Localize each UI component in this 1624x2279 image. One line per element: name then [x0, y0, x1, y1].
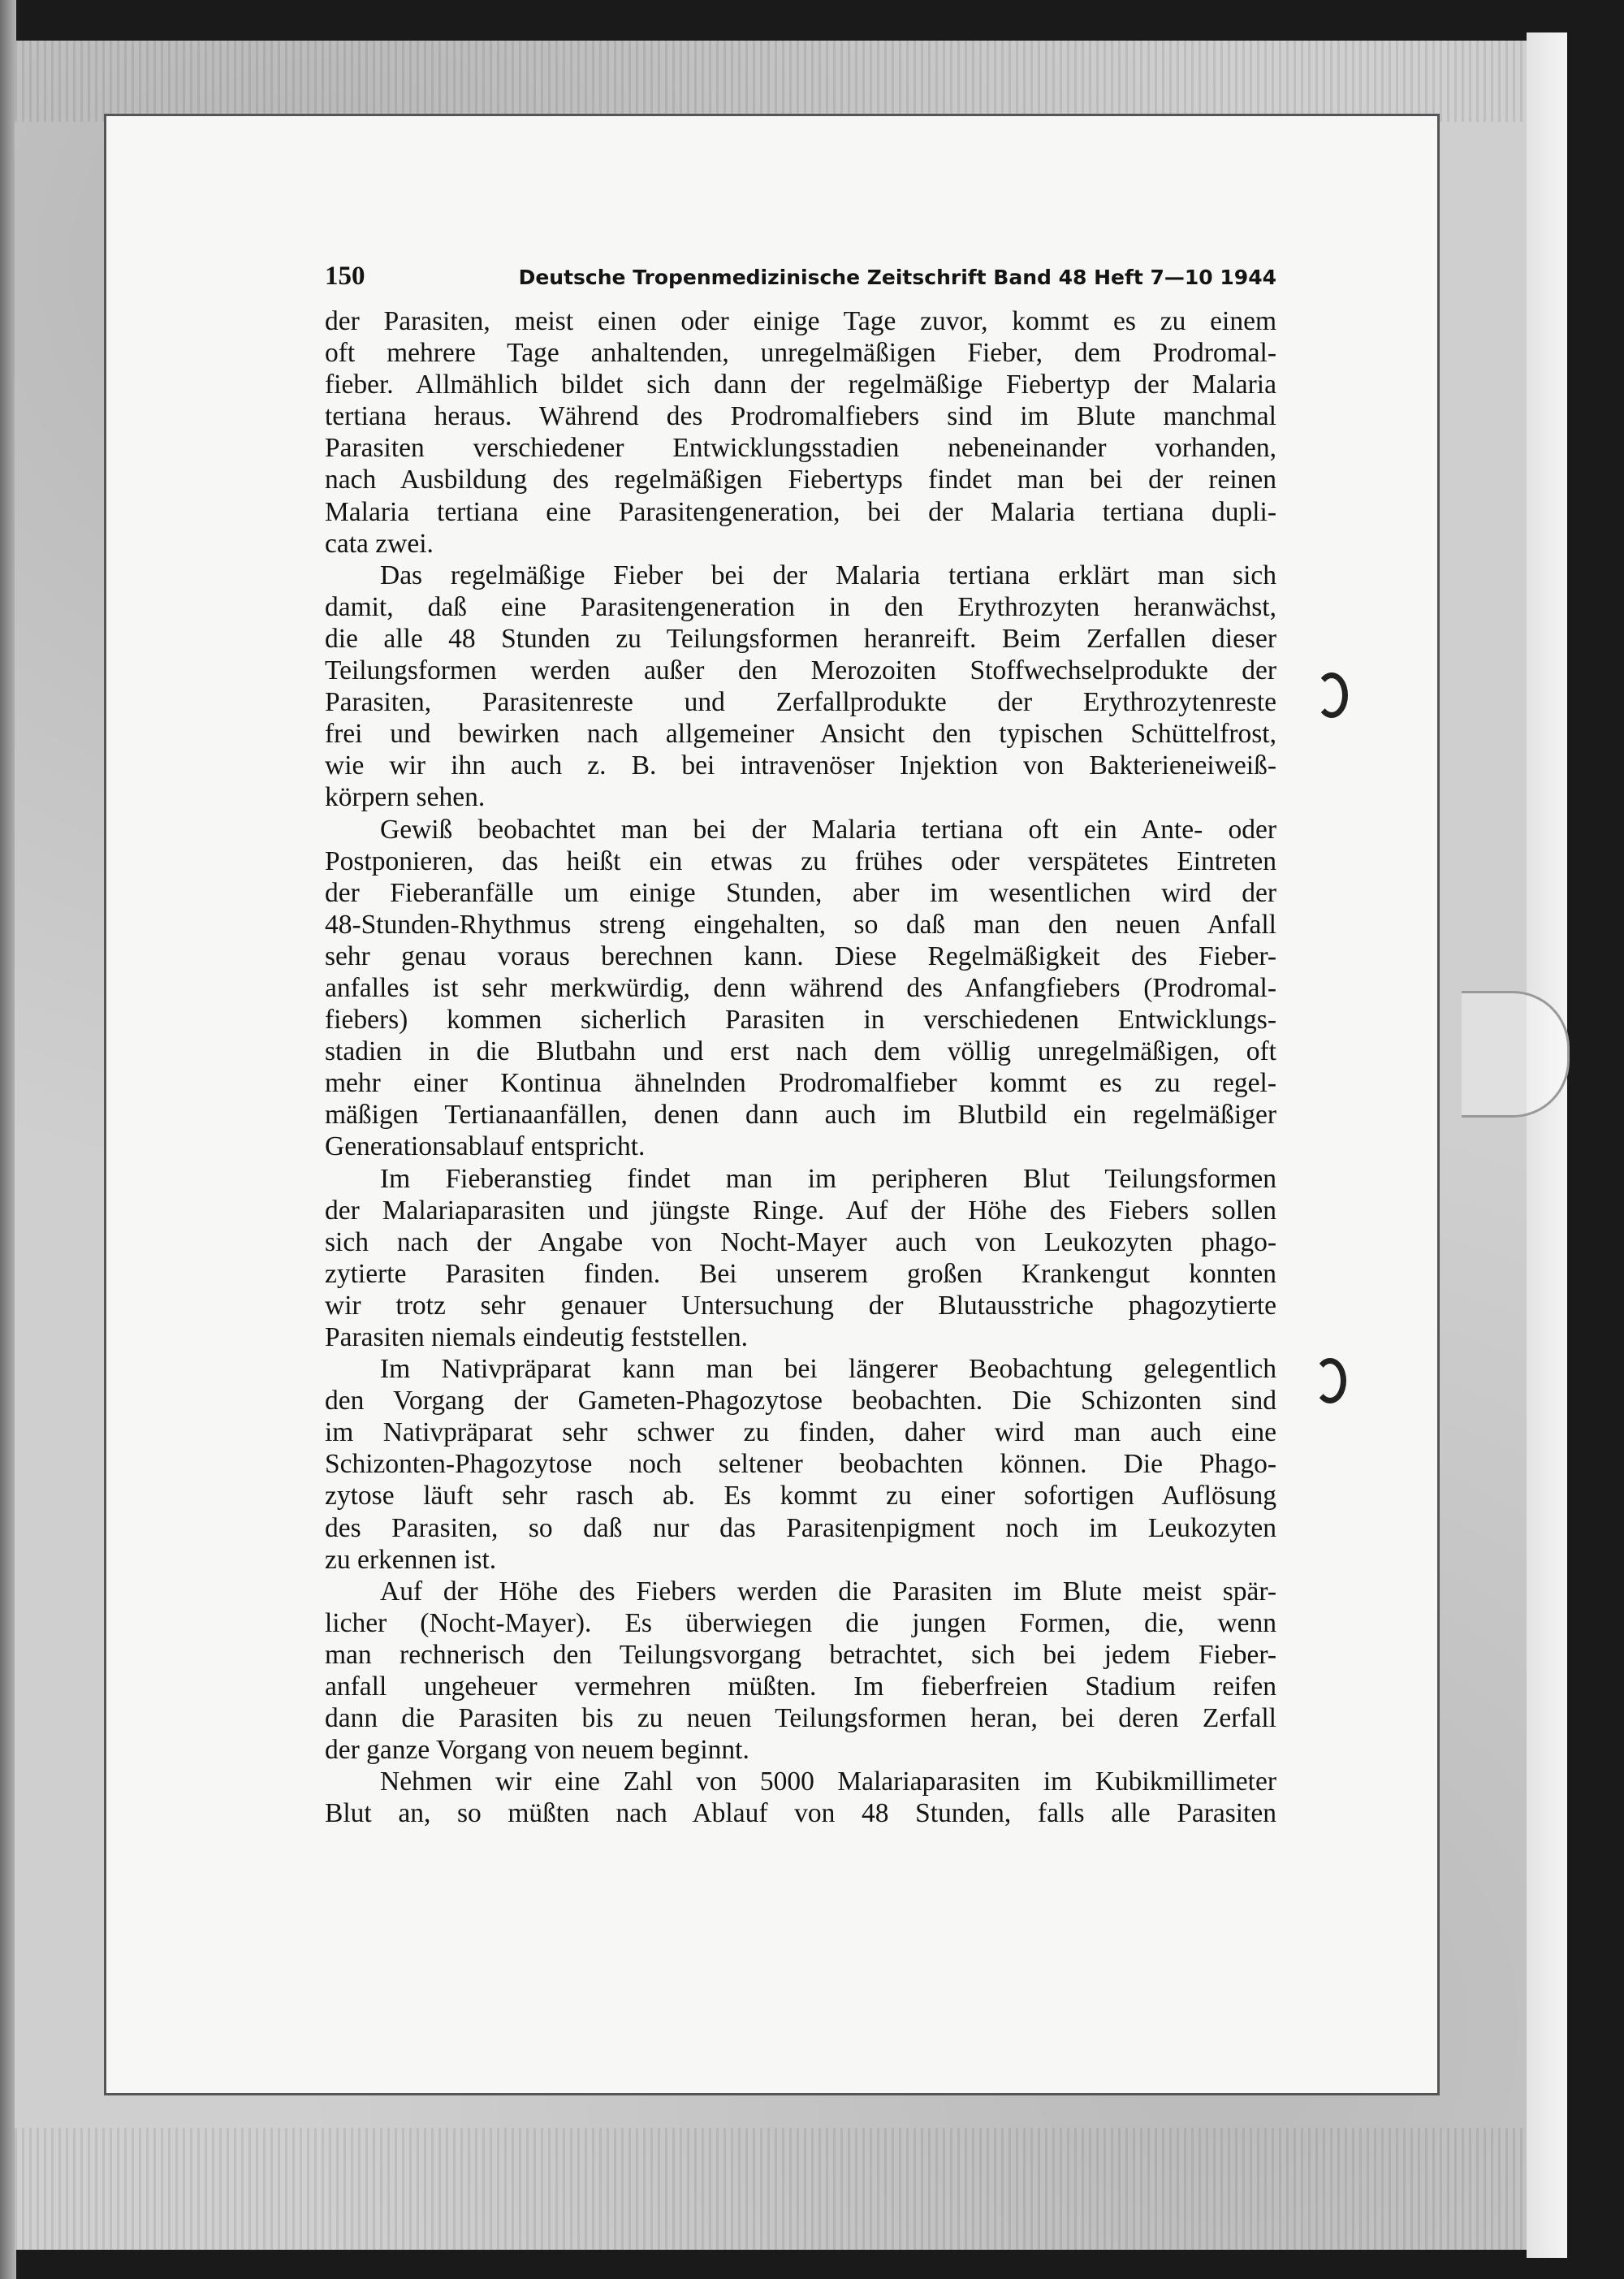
text-line: die alle 48 Stunden zu Teilungsformen heranreift. Beim Zerfallen dieser	[325, 623, 1276, 654]
text-line: Parasiten niemals eindeutig feststellen.	[325, 1322, 748, 1352]
text-line: Teilungsformen werden außer den Merozoiten Stoffwechselprodukte der	[325, 655, 1276, 686]
text-line: Schizonten-Phagozytose noch seltener beobachten können. Die Phago-	[325, 1449, 1276, 1480]
text-line: stadien in die Blutbahn und erst nach dem völlig unregelmäßigen, oft	[325, 1036, 1276, 1067]
text-line: anfall ungeheuer vermehren müßten. Im fieberfreien Stadium reifen	[325, 1671, 1276, 1702]
binder-edge	[0, 0, 16, 2279]
text-line: sehr genau voraus berechnen kann. Diese Regelmäßigkeit des Fieber-	[325, 941, 1276, 971]
text-line: Generationsablauf entspricht.	[325, 1131, 646, 1162]
text-line: mäßigen Tertianaanfällen, denen dann auch im Blutbild ein regelmäßiger	[325, 1100, 1276, 1131]
text-line: Parasiten, Parasitenreste und Zerfallprodukte der Erythrozytenreste	[325, 687, 1276, 718]
text-line: Das regelmäßige Fieber bei der Malaria tertiana erklärt man sich	[380, 560, 1276, 590]
text-line: licher (Nocht-Mayer). Es überwiegen die jungen Formen, die, wenn	[325, 1607, 1276, 1638]
text-line: den Vorgang der Gameten-Phagozytose beobachten. Die Schizonten sind	[325, 1386, 1276, 1416]
text-line: oft mehrere Tage anhaltenden, unregelmäßigen Fieber, dem Prodromal-	[325, 338, 1276, 369]
text-line: sich nach der Angabe von Nocht-Mayer auch von Leukozyten phago-	[325, 1226, 1276, 1257]
text-line: zytose läuft sehr rasch ab. Es kommt zu einer sofortigen Auflösung	[325, 1481, 1276, 1511]
text-line: Malaria tertiana eine Parasitengeneration, bei der Malaria tertiana dupli-	[325, 496, 1276, 527]
text-line: cata zwei.	[325, 528, 434, 559]
text-line: anfalles ist sehr merkwürdig, denn während des Anfangfiebers (Prodromal-	[325, 972, 1276, 1003]
text-line: fiebers) kommen sicherlich Parasiten in verschiedenen Entwicklungs-	[325, 1005, 1276, 1036]
text-line: Blut an, so müßten nach Ablauf von 48 Stunden, falls alle Parasiten	[325, 1798, 1276, 1829]
text-line: zytierte Parasiten finden. Bei unserem großen Krankengut konnten	[325, 1258, 1276, 1289]
text-line: der ganze Vorgang von neuem beginnt.	[325, 1735, 749, 1766]
text-line: Parasiten verschiedener Entwicklungsstadien nebeneinander vorhanden,	[325, 433, 1276, 464]
text-line: mehr einer Kontinua ähnelnden Prodromalfieber kommt es zu regel-	[325, 1068, 1276, 1099]
text-line: dann die Parasiten bis zu neuen Teilungsformen heran, bei deren Zerfall	[325, 1703, 1276, 1734]
copy-noise-bottom	[15, 2128, 1529, 2250]
text-line: man rechnerisch den Teilungsvorgang betrachtet, sich bei jedem Fieber-	[325, 1639, 1276, 1670]
text-line: Gewiß beobachtet man bei der Malaria tertiana oft ein Ante- oder	[380, 814, 1276, 845]
text-line: zu erkennen ist.	[325, 1544, 497, 1575]
text-line: Postponieren, das heißt ein etwas zu frühes oder verspätetes Eintreten	[325, 845, 1276, 876]
text-line: wir trotz sehr genauer Untersuchung der Blutausstriche phagozytierte	[325, 1290, 1276, 1321]
text-line: nach Ausbildung des regelmäßigen Fiebertyps findet man bei der reinen	[325, 465, 1276, 495]
plastic-clip	[1462, 991, 1570, 1118]
text-line: des Parasiten, so daß nur das Parasitenpigment noch im Leukozyten	[325, 1512, 1276, 1543]
text-line: Auf der Höhe des Fiebers werden die Parasiten im Blute meist spär-	[380, 1576, 1276, 1607]
body-text	[325, 305, 1276, 1830]
text-line: im Nativpräparat sehr schwer zu finden, daher wird man auch eine	[325, 1417, 1276, 1448]
text-line: fieber. Allmählich bildet sich dann der regelmäßige Fiebertyp der Malaria	[325, 370, 1276, 400]
underlying-page-edge	[1527, 32, 1567, 2258]
text-line: Nehmen wir eine Zahl von 5000 Malariaparasiten im Kubikmillimeter	[380, 1767, 1276, 1797]
text-line: Im Nativpräparat kann man bei längerer Beobachtung gelegentlich	[380, 1354, 1276, 1385]
text-line: der Fieberanfälle um einige Stunden, aber im wesentlichen wird der	[325, 877, 1276, 908]
journal-running-title: Deutsche Tropenmedizinische Zeitschrift Band 48 Heft 7—10 1944	[518, 266, 1276, 289]
text-line: frei und bewirken nach allgemeiner Ansicht den typischen Schüttelfrost,	[325, 719, 1276, 750]
text-line: wie wir ihn auch z. B. bei intravenöser Injektion von Bakterieneiweiß-	[325, 750, 1276, 781]
text-line: 48-Stunden-Rhythmus streng eingehalten, so daß man den neuen Anfall	[325, 909, 1276, 940]
text-line: körpern sehen.	[325, 782, 486, 813]
page-header	[325, 262, 1276, 301]
text-line: damit, daß eine Parasitengeneration in den Erythrozyten heranwächst,	[325, 591, 1276, 622]
text-line: tertiana heraus. Während des Prodromalfiebers sind im Blute manchmal	[325, 401, 1276, 432]
text-line: der Malariaparasiten und jüngste Ringe. Auf der Höhe des Fiebers sollen	[325, 1195, 1276, 1226]
page-content	[325, 262, 1276, 1830]
copy-noise-top	[15, 41, 1529, 122]
page-number: 150	[325, 262, 365, 291]
punch-hole	[1315, 672, 1348, 718]
text-line: Im Fieberanstieg findet man im peripheren Blut Teilungsformen	[380, 1163, 1276, 1194]
punch-hole	[1314, 1358, 1346, 1403]
text-line: der Parasiten, meist einen oder einige Tage zuvor, kommt es zu einem	[325, 306, 1276, 336]
